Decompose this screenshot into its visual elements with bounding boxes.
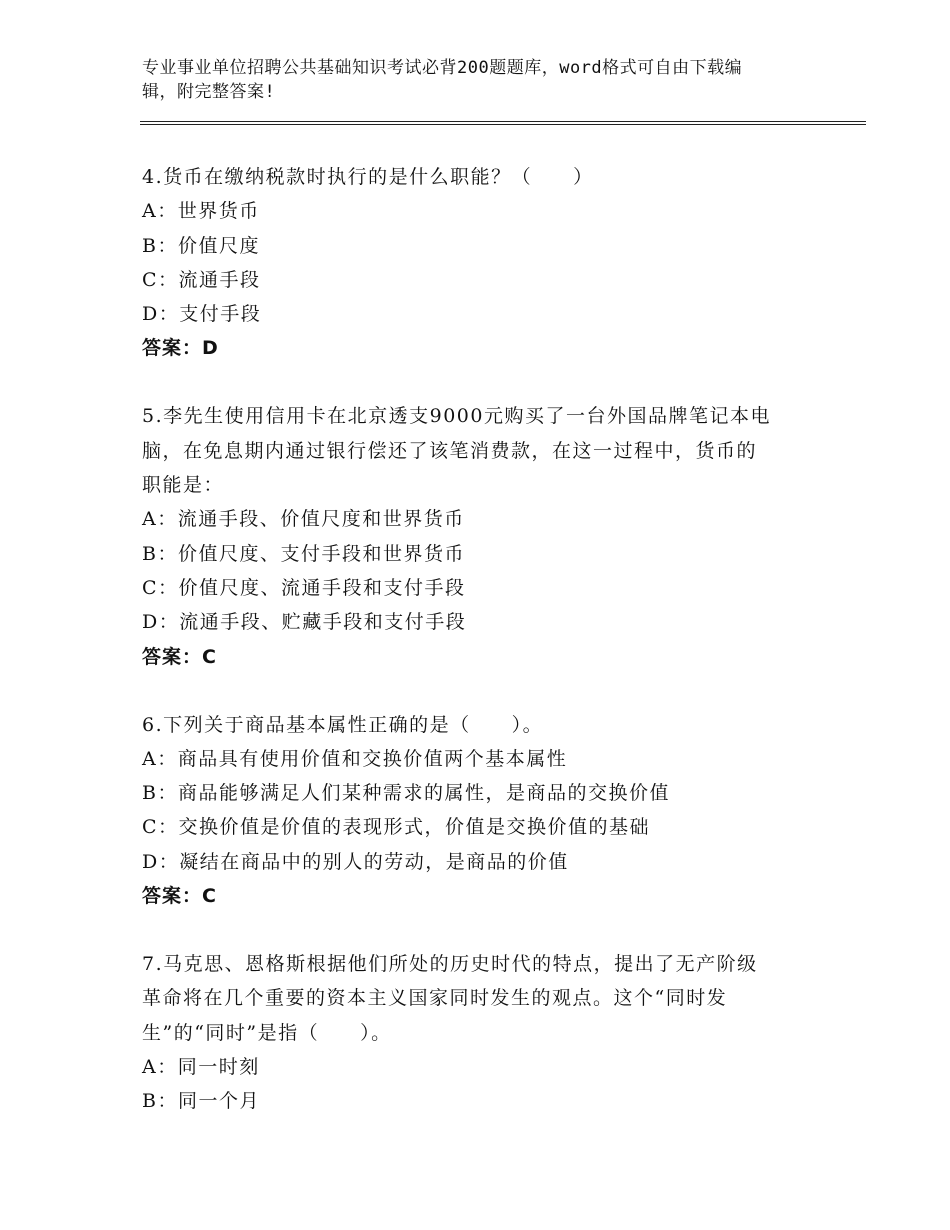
question-stem bbox=[142, 708, 812, 742]
option-c: C：价值尺度、流通手段和支付手段 bbox=[142, 576, 466, 599]
stem-line: 革命将在几个重要的资本主义国家同时发生的观点。这个“同时发 bbox=[142, 987, 728, 1010]
header-line-2: 辑，附完整答案! bbox=[142, 82, 276, 102]
question-stem bbox=[142, 947, 812, 1050]
option-b: B：价值尺度 bbox=[142, 234, 260, 257]
answer-label: 答案：C bbox=[142, 645, 217, 668]
question-5 bbox=[142, 399, 812, 673]
document-header bbox=[142, 56, 792, 104]
question-6 bbox=[142, 708, 812, 913]
option-b: B：商品能够满足人们某种需求的属性，是商品的交换价值 bbox=[142, 782, 670, 805]
question-stem bbox=[142, 160, 812, 194]
option-b: B：价值尺度、支付手段和世界货币 bbox=[142, 542, 465, 565]
option-c: C：交换价值是价值的表现形式，价值是交换价值的基础 bbox=[142, 816, 651, 839]
question-4 bbox=[142, 160, 812, 365]
question-stem bbox=[142, 399, 812, 502]
option-b: B：同一个月 bbox=[142, 1090, 260, 1113]
option-d: D：流通手段、贮藏手段和支付手段 bbox=[142, 611, 467, 634]
option-d: D：支付手段 bbox=[142, 303, 262, 326]
option-a: A：世界货币 bbox=[142, 200, 260, 223]
stem-line: 职能是： bbox=[142, 474, 225, 497]
stem-line: 脑，在免息期内通过银行偿还了该笔消费款，在这一过程中，货币的 bbox=[142, 439, 758, 462]
answer-label: 答案：D bbox=[142, 337, 219, 360]
option-a: A：商品具有使用价值和交换价值两个基本属性 bbox=[142, 747, 568, 770]
answer-label: 答案：C bbox=[142, 885, 217, 908]
stem-line: 生”的“同时”是指（ ）。 bbox=[142, 1021, 392, 1044]
option-d: D：凝结在商品中的别人的劳动，是商品的价值 bbox=[142, 850, 569, 873]
question-7 bbox=[142, 947, 812, 1118]
stem-line: 7.马克思、恩格斯根据他们所处的历史时代的特点，提出了无产阶级 bbox=[142, 953, 758, 976]
option-a: A：同一时刻 bbox=[142, 1055, 260, 1078]
header-line-1: 专业事业单位招聘公共基础知识考试必背200题题库，word格式可自由下载编 bbox=[142, 58, 743, 78]
option-c: C：流通手段 bbox=[142, 268, 261, 291]
stem-line: 4.货币在缴纳税款时执行的是什么职能？（ ） bbox=[142, 166, 594, 188]
stem-line: 5.李先生使用信用卡在北京透支9000元购买了一台外国品牌笔记本电 bbox=[142, 405, 771, 428]
header-divider-top bbox=[140, 121, 866, 122]
header-divider-bottom bbox=[140, 124, 866, 125]
stem-line: 6.下列关于商品基本属性正确的是（ ）。 bbox=[142, 713, 544, 736]
question-list bbox=[142, 160, 812, 1153]
option-a: A：流通手段、价值尺度和世界货币 bbox=[142, 508, 465, 531]
